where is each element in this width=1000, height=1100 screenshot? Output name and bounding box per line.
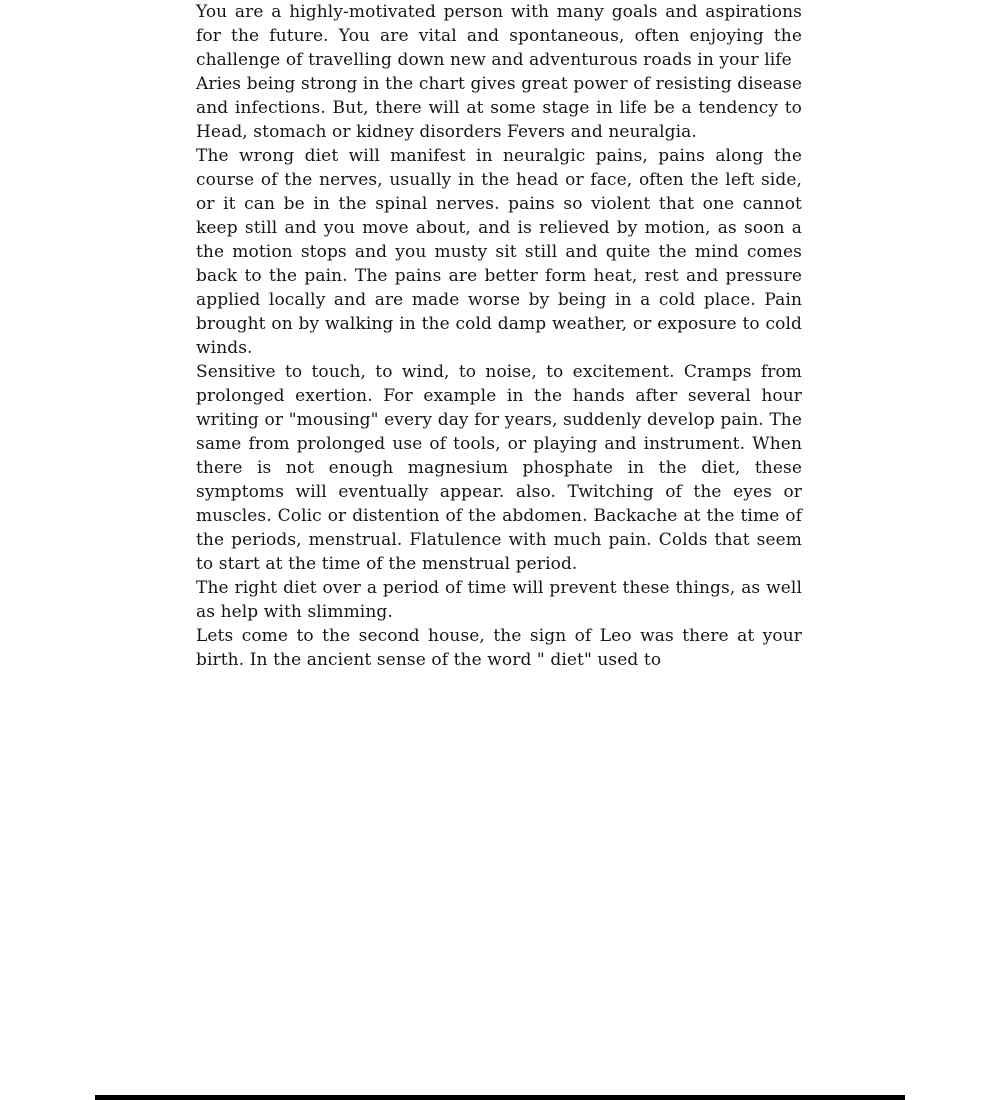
page-edge-line	[95, 1095, 905, 1100]
paragraph-intro-personality: You are a highly-motivated person with many goals and aspirations for the future. You are vital and spontaneous, often enjoying the challenge of travelling down new and adventurous roads in your life	[196, 2, 802, 70]
paragraph-second-house: Lets come to the second house, the sign of Leo was there at your birth. In the ancient sense of the word " diet" used to	[196, 626, 802, 670]
paragraph-sensitivity-symptoms: Sensitive to touch, to wind, to noise, to excitement. Cramps from prolonged exertion. For example in the hands after several hour writing or "mousing" every day for years, suddenly develop pain. The same from prolonged use of tools, or playing and instrument. When there is not enough magnesium phosphate in the diet, these symptoms will eventually appear. also. Twitching of the eyes or muscles. Colic or distention of the abdomen. Backache at the time of the periods, menstrual. Flatulence with much pain. Colds that seem to start at the time of the menstrual period.	[196, 362, 802, 574]
paragraph-aries-health: Aries being strong in the chart gives great power of resisting disease and infections. But, there will at some stage in life be a tendency to Head, stomach or kidney disorders Fevers and neuralgia.	[196, 74, 802, 142]
paragraph-right-diet: The right diet over a period of time will prevent these things, as well as help with slimming.	[196, 578, 802, 622]
text-column	[196, 0, 802, 672]
paragraph-wrong-diet: The wrong diet will manifest in neuralgic pains, pains along the course of the nerves, usually in the head or face, often the left side, or it can be in the spinal nerves. pains so violent that one cannot keep still and you move about, and is relieved by motion, as soon a the motion stops and you musty sit still and quite the mind comes back to the pain. The pains are better form heat, rest and pressure applied locally and are made worse by being in a cold place. Pain brought on by walking in the cold damp weather, or exposure to cold winds.	[196, 146, 802, 358]
